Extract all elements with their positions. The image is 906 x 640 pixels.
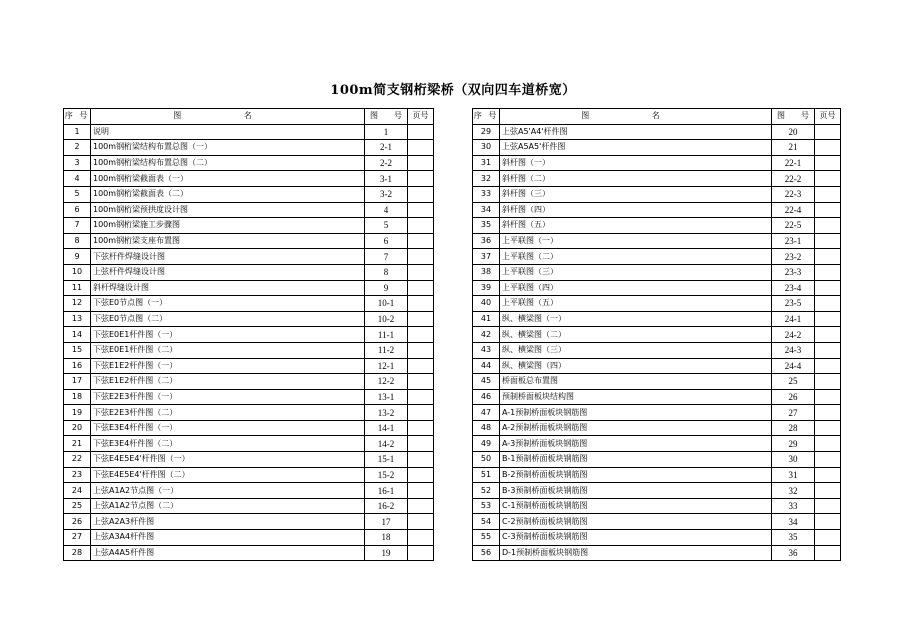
row-number: 21 [64,436,91,452]
row-number: 42 [473,327,500,343]
page-number [815,218,841,234]
drawing-number: 24-2 [772,327,815,343]
page-number [408,483,434,499]
header-drawing-no [772,109,815,125]
page-number [815,452,841,468]
drawing-name: 上弦A5A5'杆件图 [500,140,772,156]
row-number: 29 [473,124,500,140]
table-row [64,436,434,452]
drawing-name: 斜杆图（四） [500,202,772,218]
table-row [64,186,434,202]
drawing-number: 8 [365,264,408,280]
drawing-number: 29 [772,436,815,452]
drawing-name: A-2预制桥面板块钢筋图 [500,420,772,436]
drawing-name: 下弦E1E2杆件图（二） [91,374,365,390]
page-number [815,171,841,187]
page-number [408,296,434,312]
page-number [815,296,841,312]
drawing-number: 28 [772,420,815,436]
table-row [473,467,841,483]
drawing-number: 14-1 [365,420,408,436]
page-number [408,514,434,530]
header-name: 图 名 [500,109,772,125]
page-number [815,280,841,296]
page-number [815,342,841,358]
table-row [473,342,841,358]
drawing-number: 22-5 [772,218,815,234]
row-number: 50 [473,452,500,468]
table-row [473,530,841,546]
drawing-name: 纵、横梁图（一） [500,311,772,327]
page-number [815,249,841,265]
table-row [473,405,841,421]
drawing-name: 下弦E2E3杆件图（一） [91,389,365,405]
header-page: 页号 [408,109,434,125]
table-row [473,327,841,343]
header-page: 页号 [815,109,841,125]
table-row [473,124,841,140]
drawing-number: 7 [365,249,408,265]
drawing-number: 20 [772,124,815,140]
row-number: 47 [473,405,500,421]
drawing-number: 16-1 [365,483,408,499]
page-number [408,530,434,546]
drawing-number: 22-2 [772,171,815,187]
drawing-name: C-3预制桥面板块钢筋图 [500,530,772,546]
table-row [64,483,434,499]
row-number: 25 [64,498,91,514]
table-row [473,171,841,187]
header-drawing-no-a: 图 [777,111,785,121]
drawing-name: 斜杆图（二） [500,171,772,187]
row-number: 10 [64,264,91,280]
table-row [473,436,841,452]
drawing-name: C-1预制桥面板块钢筋图 [500,498,772,514]
drawing-number: 13-2 [365,405,408,421]
row-number: 43 [473,342,500,358]
page-number [408,124,434,140]
drawing-name: 斜杆焊缝设计图 [91,280,365,296]
row-number: 44 [473,358,500,374]
row-number: 4 [64,171,91,187]
table-row [64,405,434,421]
page-number [815,467,841,483]
table-row [473,233,841,249]
table-row [473,311,841,327]
drawing-number: 15-2 [365,467,408,483]
table-row [473,186,841,202]
drawing-number: 24-1 [772,311,815,327]
page-number [408,249,434,265]
row-number: 52 [473,483,500,499]
table-body-right [473,124,841,561]
table-row [64,389,434,405]
row-number: 38 [473,264,500,280]
drawing-name: 100m钢桁梁施工步骤图 [91,218,365,234]
table-row [64,124,434,140]
drawing-name: 下弦E3E4杆件图（二） [91,436,365,452]
row-number: 39 [473,280,500,296]
table-row [64,342,434,358]
drawing-name: 下弦杆件焊缝设计图 [91,249,365,265]
row-number: 18 [64,389,91,405]
drawing-name: 上弦A5'A4'杆件图 [500,124,772,140]
drawing-index-table-left [63,108,434,561]
drawing-number: 26 [772,389,815,405]
row-number: 15 [64,342,91,358]
row-number: 54 [473,514,500,530]
page-number [408,327,434,343]
page-number [815,514,841,530]
page-number [408,233,434,249]
row-number: 30 [473,140,500,156]
drawing-number: 4 [365,202,408,218]
row-number: 9 [64,249,91,265]
drawing-number: 3-2 [365,186,408,202]
header-drawing-no-a: 图 [370,111,378,121]
drawing-name: 上平联图（一） [500,233,772,249]
page-number [815,140,841,156]
drawing-name: 100m钢桁梁截面表（二） [91,186,365,202]
drawing-name: 上弦A2A3杆件图 [91,514,365,530]
table-row [473,389,841,405]
drawing-number: 6 [365,233,408,249]
row-number: 24 [64,483,91,499]
drawing-number: 36 [772,545,815,561]
drawing-number: 12-1 [365,358,408,374]
drawing-name: 上弦A3A4杆件图 [91,530,365,546]
page-number [408,436,434,452]
row-number: 19 [64,405,91,421]
drawing-number: 1 [365,124,408,140]
page-number [408,140,434,156]
page-number [408,389,434,405]
table-row [473,498,841,514]
row-number: 5 [64,186,91,202]
row-number: 45 [473,374,500,390]
drawing-name: 下弦E2E3杆件图（二） [91,405,365,421]
drawing-name: B-1预制桥面板块钢筋图 [500,452,772,468]
table-row [473,280,841,296]
drawing-name: 下弦E4E5E4'杆件图（一） [91,452,365,468]
page-number [815,327,841,343]
table-row [64,420,434,436]
drawing-name: 上平联图（四） [500,280,772,296]
drawing-name: 预制桥面板块结构图 [500,389,772,405]
drawing-name: 桥面板总布置图 [500,374,772,390]
row-number: 22 [64,452,91,468]
row-number: 33 [473,186,500,202]
page-number [408,452,434,468]
drawing-name: 斜杆图（五） [500,218,772,234]
table-row [64,358,434,374]
page-number [408,420,434,436]
drawing-name: 下弦E0节点图（一） [91,296,365,312]
table-row [64,249,434,265]
row-number: 51 [473,467,500,483]
drawing-name: 说明 [91,124,365,140]
drawing-number: 18 [365,530,408,546]
drawing-number: 2-2 [365,155,408,171]
drawing-name: 上平联图（二） [500,249,772,265]
row-number: 26 [64,514,91,530]
table-row [64,467,434,483]
table-row [64,264,434,280]
table-row [64,280,434,296]
page-number [815,202,841,218]
drawing-number: 24-4 [772,358,815,374]
row-number: 34 [473,202,500,218]
drawing-name: 上弦A1A2节点图（一） [91,483,365,499]
page-number [815,389,841,405]
row-number: 28 [64,545,91,561]
drawing-name: A-1预制桥面板块钢筋图 [500,405,772,421]
drawing-name: 下弦E0节点图（二） [91,311,365,327]
table-row [473,249,841,265]
page-number [408,498,434,514]
page-number [408,374,434,390]
drawing-number: 25 [772,374,815,390]
row-number: 46 [473,389,500,405]
row-number: 17 [64,374,91,390]
page-number [408,171,434,187]
drawing-name: A-3预制桥面板块钢筋图 [500,436,772,452]
drawing-number: 10-1 [365,296,408,312]
page-number [815,124,841,140]
page-number [408,186,434,202]
page-number [408,545,434,561]
page-number [408,342,434,358]
drawing-name: 100m钢桁梁支座布置图 [91,233,365,249]
drawing-name: 纵、横梁图（三） [500,342,772,358]
row-number: 7 [64,218,91,234]
drawing-number: 30 [772,452,815,468]
drawing-number: 2-1 [365,140,408,156]
table-row [473,155,841,171]
drawing-name: 斜杆图（一） [500,155,772,171]
table-row [64,233,434,249]
page-number [815,498,841,514]
table-row [473,296,841,312]
page-number [408,264,434,280]
drawing-number: 22-3 [772,186,815,202]
table-row [64,452,434,468]
drawing-number: 23-1 [772,233,815,249]
drawing-number: 33 [772,498,815,514]
drawing-name: 上弦A4A5杆件图 [91,545,365,561]
drawing-number: 13-1 [365,389,408,405]
drawing-name: 100m钢桁梁截面表（一） [91,171,365,187]
page-number [815,483,841,499]
drawing-name: 纵、横梁图（二） [500,327,772,343]
drawing-index-table-right [472,108,841,561]
row-number: 12 [64,296,91,312]
page-number [815,155,841,171]
drawing-name: 下弦E0E1杆件图（二） [91,342,365,358]
table-row [473,452,841,468]
drawing-name: 上平联图（三） [500,264,772,280]
table-header-row [473,109,841,125]
row-number: 40 [473,296,500,312]
page-number [815,436,841,452]
row-number: 11 [64,280,91,296]
page-number [815,186,841,202]
row-number: 3 [64,155,91,171]
drawing-name: 下弦E4E5E4'杆件图（二） [91,467,365,483]
table-row [64,498,434,514]
drawing-number: 32 [772,483,815,499]
drawing-name: D-1预制桥面板块钢筋图 [500,545,772,561]
drawing-number: 21 [772,140,815,156]
drawing-number: 11-1 [365,327,408,343]
table-row [64,155,434,171]
page-number [408,311,434,327]
drawing-number: 23-3 [772,264,815,280]
table-row [64,374,434,390]
drawing-number: 5 [365,218,408,234]
table-row [64,311,434,327]
drawing-number: 23-2 [772,249,815,265]
drawing-number: 12-2 [365,374,408,390]
table-row [64,530,434,546]
row-number: 6 [64,202,91,218]
header-no: 序 号 [473,109,500,125]
drawing-number: 3-1 [365,171,408,187]
page-number [408,467,434,483]
page-title: 100m简支钢桁梁桥（双向四车道桥宽） [330,83,576,98]
table-row [473,514,841,530]
header-name: 图 名 [91,109,365,125]
table-row [473,358,841,374]
drawing-name: 下弦E3E4杆件图（一） [91,420,365,436]
row-number: 36 [473,233,500,249]
row-number: 48 [473,420,500,436]
row-number: 1 [64,124,91,140]
row-number: 2 [64,140,91,156]
page-number [408,202,434,218]
drawing-name: C-2预制桥面板块钢筋图 [500,514,772,530]
row-number: 32 [473,171,500,187]
drawing-name: B-3预制桥面板块钢筋图 [500,483,772,499]
row-number: 14 [64,327,91,343]
page-number [815,420,841,436]
row-number: 55 [473,530,500,546]
drawing-name: 下弦E0E1杆件图（一） [91,327,365,343]
row-number: 37 [473,249,500,265]
drawing-name: 斜杆图（三） [500,186,772,202]
page-number [815,358,841,374]
table-row [64,545,434,561]
table-row [64,296,434,312]
page-number [408,358,434,374]
page-number [815,530,841,546]
drawing-name: 100m钢桁梁结构布置总图（二） [91,155,365,171]
row-number: 8 [64,233,91,249]
drawing-number: 10-2 [365,311,408,327]
row-number: 23 [64,467,91,483]
drawing-number: 9 [365,280,408,296]
row-number: 41 [473,311,500,327]
table-row [473,483,841,499]
table-header-row [64,109,434,125]
table-row [64,514,434,530]
drawing-name: 100m钢桁梁预拱度设计图 [91,202,365,218]
drawing-number: 19 [365,545,408,561]
row-number: 53 [473,498,500,514]
page-number [815,264,841,280]
page-number [408,280,434,296]
drawing-number: 15-1 [365,452,408,468]
drawing-name: 上平联图（五） [500,296,772,312]
row-number: 56 [473,545,500,561]
drawing-name: 上弦A1A2节点图（二） [91,498,365,514]
row-number: 16 [64,358,91,374]
page-number [815,233,841,249]
table-row [473,202,841,218]
table-row [473,140,841,156]
drawing-name: 下弦E1E2杆件图（一） [91,358,365,374]
table-row [473,218,841,234]
table-row [473,374,841,390]
row-number: 27 [64,530,91,546]
drawing-number: 14-2 [365,436,408,452]
drawing-number: 35 [772,530,815,546]
drawing-number: 24-3 [772,342,815,358]
drawing-number: 22-4 [772,202,815,218]
drawing-number: 11-2 [365,342,408,358]
drawing-name: 上弦杆件焊缝设计图 [91,264,365,280]
page-number [815,545,841,561]
drawing-number: 23-5 [772,296,815,312]
page-number [408,405,434,421]
table-row [473,264,841,280]
drawing-name: B-2预制桥面板块钢筋图 [500,467,772,483]
header-no: 序 号 [64,109,91,125]
drawing-number: 31 [772,467,815,483]
page-number [408,155,434,171]
drawing-number: 34 [772,514,815,530]
drawing-number: 27 [772,405,815,421]
table-row [473,545,841,561]
page-number [408,218,434,234]
row-number: 31 [473,155,500,171]
page-number [815,311,841,327]
page-number [815,405,841,421]
table-row [473,420,841,436]
drawing-number: 23-4 [772,280,815,296]
table-row [64,140,434,156]
drawing-number: 22-1 [772,155,815,171]
table-body-left [64,124,434,561]
page-number [815,374,841,390]
drawing-number: 17 [365,514,408,530]
header-drawing-no-b: 号 [394,111,402,121]
drawing-name: 纵、横梁图（四） [500,358,772,374]
header-drawing-no-b: 号 [801,111,809,121]
row-number: 20 [64,420,91,436]
drawing-number: 16-2 [365,498,408,514]
drawing-name: 100m钢桁梁结构布置总图（一） [91,140,365,156]
table-row [64,202,434,218]
header-drawing-no [365,109,408,125]
table-row [64,218,434,234]
row-number: 49 [473,436,500,452]
row-number: 35 [473,218,500,234]
row-number: 13 [64,311,91,327]
table-row [64,171,434,187]
table-row [64,327,434,343]
